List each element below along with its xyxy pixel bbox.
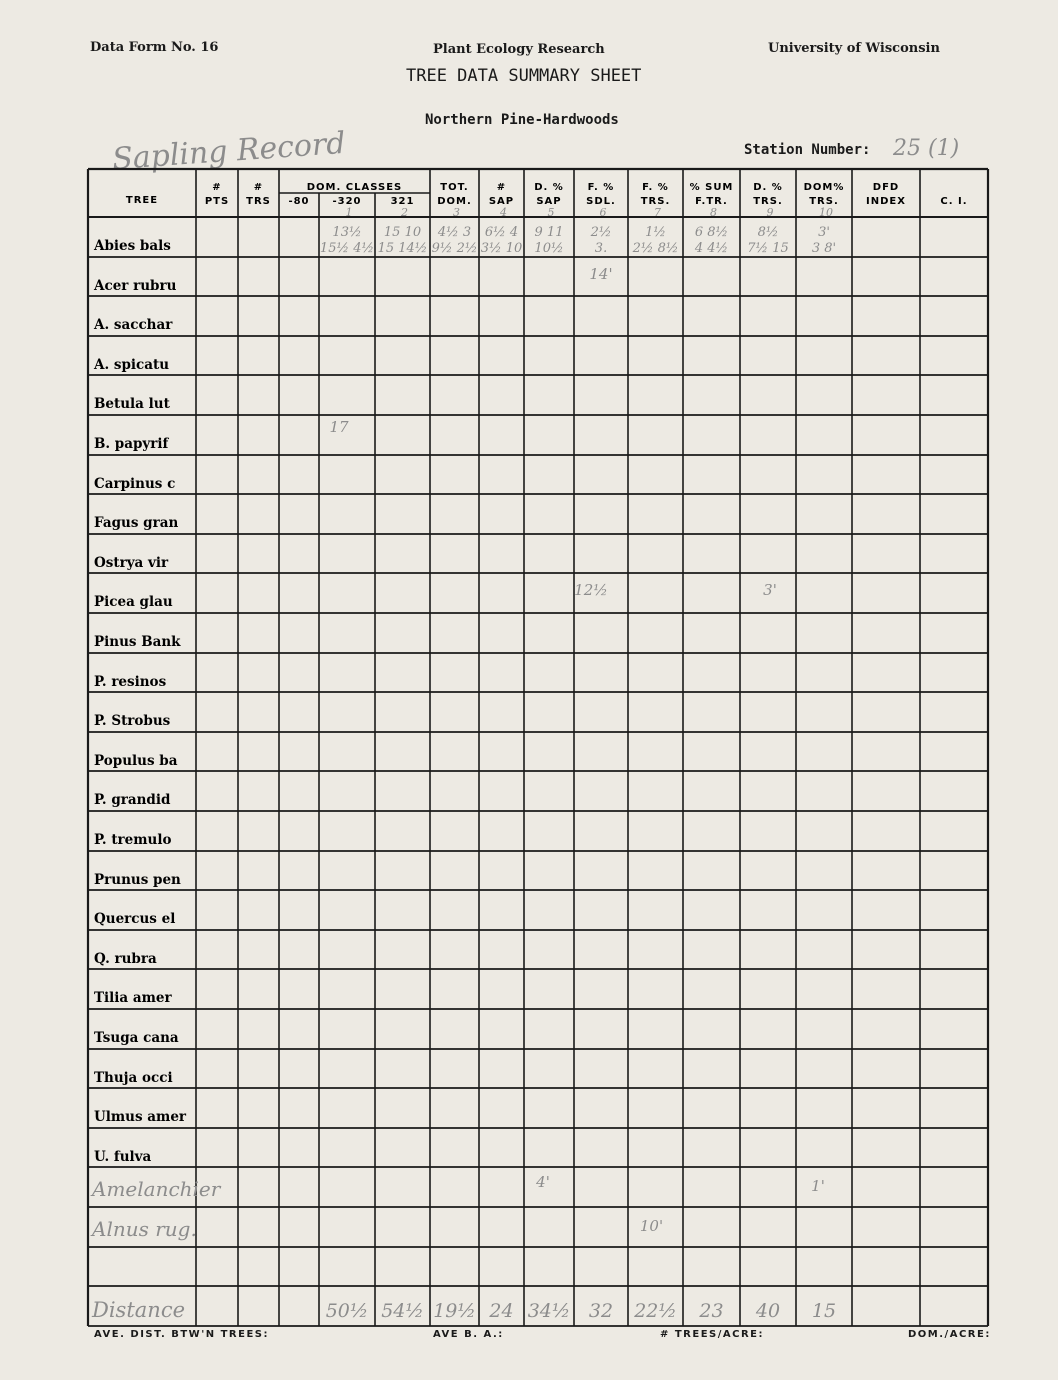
species-label: Picea glau: [94, 594, 173, 610]
station-number-label: Station Number:: [744, 142, 871, 158]
column-number-13: 10: [819, 206, 833, 219]
species-label: Prunus pen: [94, 872, 181, 888]
column-header-2: TRS: [246, 196, 271, 207]
column-header-top-10: F. %: [642, 182, 669, 193]
university-label: University of Wisconsin: [768, 41, 940, 56]
abies-entry-2: 7½ 15: [747, 241, 789, 256]
species-label: Populus ba: [94, 753, 178, 769]
abies-entry-1: 6½ 4: [484, 225, 519, 240]
species-label: P. resinos: [94, 674, 167, 690]
column-number-9: 6: [599, 206, 607, 219]
form-number: Data Form No. 16: [90, 40, 219, 55]
column-header-top-13: DOM%: [803, 182, 845, 193]
column-number-5: 2: [401, 206, 408, 219]
column-header-11: F.TR.: [695, 196, 728, 207]
abies-entry-2: 3½ 10: [480, 241, 523, 256]
column-header-top-2: #: [253, 182, 264, 193]
column-header-top-6: TOT.: [440, 182, 469, 193]
species-label: Fagus gran: [94, 515, 179, 531]
column-header-5: 321: [390, 196, 415, 207]
column-header-13: TRS.: [809, 196, 839, 207]
footer-trees-acre: # TREES/ACRE:: [660, 1329, 765, 1340]
abies-entry-1: 8½: [757, 225, 779, 240]
entry-amelanchier-dom-trs: 1': [811, 1177, 825, 1195]
column-header-14: INDEX: [866, 196, 906, 207]
species-label: Tilia amer: [94, 990, 172, 1006]
abies-entry-2: 3.: [594, 241, 608, 256]
column-header-top-8: D. %: [534, 182, 564, 193]
distance-value: 54½: [381, 1300, 424, 1322]
column-header-15: C. I.: [940, 196, 968, 207]
entry-alnus-f-trs: 10': [639, 1217, 664, 1235]
species-label: Ostrya vir: [94, 555, 169, 571]
abies-entry-2: 15½ 4½: [319, 241, 375, 256]
entry-acer-f-sdl: 14': [589, 265, 613, 283]
abies-entry-2: 3 8': [811, 241, 837, 256]
distance-value: 40: [755, 1300, 781, 1322]
table-grid: [88, 169, 988, 1326]
column-number-7: 4: [500, 206, 507, 219]
species-label: P. grandid: [94, 792, 171, 808]
distance-value: 15: [811, 1300, 837, 1322]
page-title: TREE DATA SUMMARY SHEET: [406, 66, 642, 86]
species-label: Betula lut: [94, 396, 170, 412]
distance-value: 34½: [527, 1300, 571, 1322]
entry-papyrifera-320: 17: [329, 418, 349, 436]
abies-entry-1: 15 10: [383, 225, 422, 240]
distance-value: 22½: [634, 1300, 677, 1322]
species-label: Quercus el: [94, 911, 176, 927]
column-number-4: 1: [345, 206, 353, 219]
entry-amelanchier-d-sap: 4': [536, 1173, 550, 1191]
entry-picea-f-sdl: 12½: [574, 581, 608, 599]
column-header-10: TRS.: [640, 196, 671, 207]
abies-entry-2: 4 4½: [694, 241, 729, 256]
species-label: Ulmus amer: [94, 1109, 187, 1125]
column-header-0: TREE: [125, 195, 159, 206]
column-number-10: 7: [654, 206, 661, 219]
dom-classes-header: DOM. CLASSES: [306, 182, 403, 193]
distance-label: Distance: [92, 1298, 186, 1322]
species-label: P. tremulo: [94, 832, 172, 848]
column-header-1: PTS: [204, 196, 230, 207]
distance-value: 19½: [433, 1300, 476, 1322]
column-number-11: 8: [710, 206, 717, 219]
distance-value: 32: [588, 1300, 614, 1322]
column-header-7: SAP: [488, 196, 515, 207]
abies-entry-1: 1½: [645, 225, 666, 240]
species-label: Abies bals: [94, 238, 171, 254]
column-header-top-9: F. %: [587, 182, 615, 193]
footer-ave-ba: AVE B. A.:: [433, 1329, 504, 1340]
abies-entry-1: 13½: [332, 225, 362, 240]
abies-entry-1: 6 8½: [694, 225, 729, 240]
species-label: U. fulva: [94, 1149, 152, 1165]
footer-ave-dist: AVE. DIST. BTW'N TREES:: [94, 1329, 269, 1340]
column-header-9: SDL.: [586, 196, 616, 207]
abies-entry-2: 15 14½: [377, 241, 428, 256]
community-label: Northern Pine-Hardwoods: [425, 112, 619, 128]
species-label: P. Strobus: [94, 713, 171, 729]
column-header-3: -80: [288, 196, 310, 207]
entry-picea-d-trs: 3': [763, 581, 777, 599]
department-label: Plant Ecology Research: [433, 42, 605, 57]
species-label: Tsuga cana: [94, 1030, 179, 1046]
species-label: A. sacchar: [94, 317, 173, 333]
station-number-value: 25 (1): [893, 136, 960, 161]
abies-entry-1: 4½ 3: [437, 225, 472, 240]
column-header-6: DOM.: [437, 196, 472, 207]
footer-dom-acre: DOM./ACRE:: [908, 1329, 991, 1340]
species-label: A. spicatu: [94, 357, 170, 373]
handwritten-species: Amelanchier: [92, 1177, 221, 1201]
column-header-top-12: D. %: [753, 182, 783, 193]
abies-entry-2: 2½ 8½: [632, 241, 679, 256]
column-header-12: TRS.: [753, 196, 783, 207]
species-label: Acer rubru: [94, 278, 177, 294]
column-header-top-1: #: [212, 182, 222, 193]
handwritten-species: Alnus rug.: [92, 1217, 197, 1241]
abies-entry-2: 10½: [534, 241, 564, 256]
column-header-top-11: % SUM: [689, 182, 734, 193]
column-header-top-7: #: [496, 182, 507, 193]
column-number-8: 5: [547, 206, 555, 219]
abies-entry-1: 2½: [590, 225, 612, 240]
distance-value: 24: [489, 1300, 514, 1322]
species-label: Pinus Bank: [94, 634, 181, 650]
column-header-top-14: DFD: [872, 182, 900, 193]
abies-entry-1: 9 11: [534, 225, 564, 240]
distance-value: 50½: [325, 1300, 369, 1322]
distance-value: 23: [699, 1300, 724, 1322]
column-number-12: 9: [766, 206, 774, 219]
abies-entry-1: 3': [818, 225, 830, 240]
species-label: Q. rubra: [94, 951, 157, 967]
column-header-4: -320: [332, 196, 362, 207]
species-label: B. papyrif: [94, 436, 169, 452]
species-label: Thuja occi: [94, 1070, 173, 1086]
table-content: [90, 182, 968, 1322]
column-header-8: SAP: [536, 196, 562, 207]
abies-entry-2: 9½ 2½: [431, 241, 478, 256]
column-number-6: 3: [453, 206, 460, 219]
species-label: Carpinus c: [94, 476, 176, 492]
record-type-handwritten: Sapling Record: [111, 125, 347, 178]
